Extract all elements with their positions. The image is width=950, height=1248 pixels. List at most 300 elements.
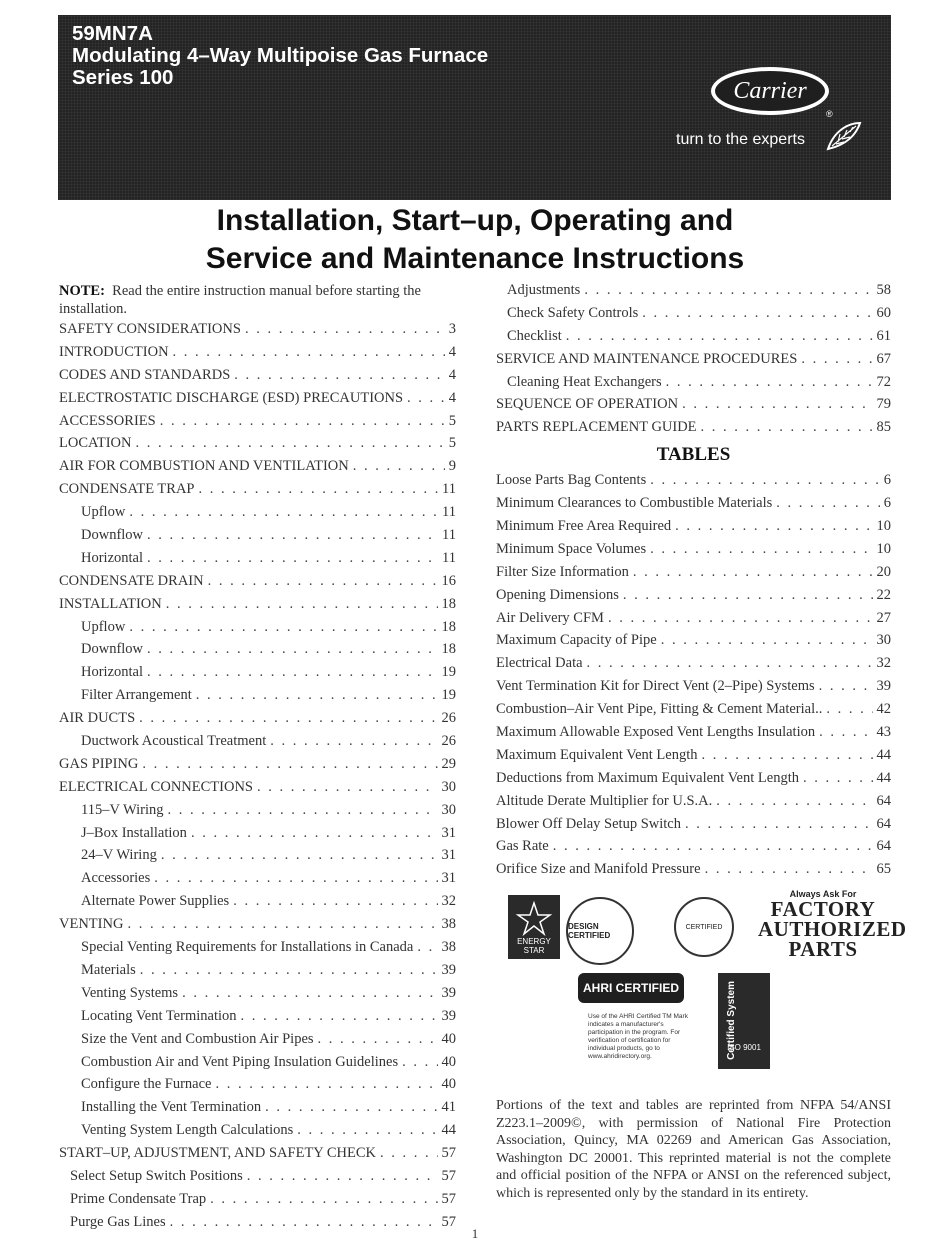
dot-leader <box>417 939 437 956</box>
table-entry-page: 42 <box>876 701 891 718</box>
toc-entry-page: 39 <box>441 961 456 978</box>
table-entry-page: 64 <box>876 815 891 832</box>
table-entry-page: 22 <box>876 586 891 603</box>
table-entry-label: Maximum Capacity of Pipe <box>496 632 657 649</box>
toc-entry-row[interactable] <box>59 596 456 619</box>
toc-entry-page: 9 <box>448 458 456 475</box>
toc-entry-label: Adjustments <box>507 282 581 298</box>
table-entry-label: Loose Parts Bag Contents <box>496 472 647 489</box>
dot-leader <box>129 504 438 521</box>
table-entry-label: Electrical Data <box>496 655 583 672</box>
toc-entry-label: CONDENSATE TRAP <box>59 481 195 498</box>
energy-star-logo <box>508 895 560 959</box>
energy-star-label: ENERGY STAR <box>517 937 551 955</box>
table-entry-page: 6 <box>883 472 891 489</box>
tables-heading: TABLES <box>656 444 731 466</box>
toc-entry-label: Special Venting Requirements for Installations in Canada <box>81 939 414 956</box>
header-banner <box>58 15 891 200</box>
dot-leader <box>265 1099 437 1116</box>
toc-entry-page: 30 <box>441 778 456 795</box>
table-entry-label: Gas Rate <box>496 838 549 855</box>
toc-entry-label: PARTS REPLACEMENT GUIDE <box>496 419 697 436</box>
toc-entry-page: 4 <box>448 389 456 406</box>
dot-leader <box>140 962 438 979</box>
toc-entry-label: Alternate Power Supplies <box>81 893 230 910</box>
parts-text: PARTS <box>788 937 858 961</box>
table-entry-label: Minimum Free Area Required <box>496 518 672 535</box>
toc-entry-label: ELECTRICAL CONNECTIONS <box>59 778 253 795</box>
dot-leader <box>608 610 873 627</box>
toc-entry-page: 57 <box>441 1167 456 1184</box>
table-entry-label: Deductions from Maximum Equivalent Vent Length <box>496 769 799 786</box>
toc-entry-label: ACCESSORIES <box>59 412 156 429</box>
toc-entry-row[interactable] <box>59 870 456 893</box>
toc-entry-page: 79 <box>876 396 891 413</box>
toc-entry-page: 67 <box>876 350 891 367</box>
toc-entry-row[interactable] <box>496 282 891 305</box>
note-label: NOTE: <box>59 283 105 299</box>
dot-leader <box>234 367 444 384</box>
toc-entry-row[interactable] <box>496 396 891 419</box>
toc-entry-row[interactable] <box>59 779 456 802</box>
toc-entry-label: Purge Gas Lines <box>70 1213 166 1230</box>
toc-entry-page: 19 <box>441 687 456 704</box>
title-line-1: Installation, Start–up, Operating and <box>216 204 734 237</box>
toc-entry-label: Locating Vent Termination <box>81 1007 237 1024</box>
dot-leader <box>147 641 437 658</box>
always-ask-text: Always Ask For <box>789 889 857 899</box>
registered-mark: ® <box>826 109 833 119</box>
table-entry-page: 65 <box>876 861 891 878</box>
dot-leader <box>147 550 438 567</box>
dot-leader <box>803 770 873 787</box>
factory-text: FACTORY <box>770 897 876 921</box>
dot-leader <box>685 816 873 833</box>
dot-leader <box>826 701 872 718</box>
csa-certified-seal <box>674 897 734 957</box>
table-entry-row[interactable] <box>496 816 891 839</box>
toc-entry-page: 26 <box>441 733 456 750</box>
copyright-footnote: Portions of the text and tables are reprinted from NFPA 54/ANSI Z223.1–2009©, with permission of National Fire Protection Association, Quincy, MA 02269 and American Gas Association, Washington DC 20001. This reprinted material is not the complete and official position of the NFPA or ANSI on the referenced subject, which is represented only by the standard in its entirety. <box>496 1098 891 1201</box>
toc-entry-page: 31 <box>441 824 456 841</box>
dot-leader <box>705 861 873 878</box>
dot-leader <box>353 458 445 475</box>
series-name: Series 100 <box>72 66 174 89</box>
dot-leader <box>247 1168 438 1185</box>
toc-entry-label: Accessories <box>81 870 151 887</box>
table-entry-label: Opening Dimensions <box>496 586 619 603</box>
toc-entry-label: Materials <box>81 961 136 978</box>
dot-leader <box>182 985 437 1002</box>
table-entry-row[interactable] <box>496 632 891 655</box>
toc-entry-page: 61 <box>876 327 891 344</box>
toc-entry-row[interactable] <box>59 939 456 962</box>
toc-entry-page: 11 <box>442 549 456 566</box>
dot-leader <box>147 527 438 544</box>
toc-entry-row[interactable] <box>59 573 456 596</box>
table-entry-row[interactable] <box>496 747 891 770</box>
toc-entry-row[interactable] <box>59 504 456 527</box>
toc-entry-page: 57 <box>441 1213 456 1230</box>
table-entry-label: Altitude Derate Multiplier for U.S.A. <box>496 792 713 809</box>
dot-leader <box>166 596 438 613</box>
toc-entry-page: 11 <box>442 481 456 498</box>
toc-entry-row[interactable] <box>59 321 456 344</box>
table-entry-row[interactable] <box>496 495 891 518</box>
ahri-certified-logo <box>578 973 684 1003</box>
carrier-logo <box>676 67 861 155</box>
dot-leader <box>666 374 873 391</box>
dot-leader <box>139 710 437 727</box>
dot-leader <box>566 328 873 345</box>
table-entry-page: 32 <box>876 655 891 672</box>
dot-leader <box>270 733 437 750</box>
toc-entry-row[interactable] <box>496 305 891 328</box>
toc-entry-label: 115–V Wiring <box>81 801 164 818</box>
table-entry-page: 10 <box>876 540 891 557</box>
toc-entry-page: 18 <box>441 595 456 612</box>
toc-entry-page: 19 <box>441 664 456 681</box>
toc-entry-label: Configure the Furnace <box>81 1076 212 1093</box>
title-line-2: Service and Maintenance Instructions <box>205 242 745 275</box>
toc-entry-row[interactable] <box>59 710 456 733</box>
dot-leader <box>675 518 872 535</box>
page-title <box>0 202 950 278</box>
dot-leader <box>587 655 873 672</box>
table-entry-label: Maximum Allowable Exposed Vent Lengths Insulation <box>496 724 816 741</box>
table-entry-page: 44 <box>876 769 891 786</box>
note-paragraph <box>59 282 456 318</box>
toc-entry-label: AIR DUCTS <box>59 710 136 727</box>
toc-entry-label: CONDENSATE DRAIN <box>59 572 204 589</box>
table-entry-page: 10 <box>876 518 891 535</box>
table-entry-page: 39 <box>876 678 891 695</box>
toc-entry-label: Downflow <box>81 641 144 658</box>
toc-entry-row[interactable] <box>59 1054 456 1077</box>
toc-entry-label: Cleaning Heat Exchangers <box>507 373 662 390</box>
toc-entry-row[interactable] <box>496 351 891 374</box>
dot-leader <box>702 747 873 764</box>
dot-leader <box>147 664 437 681</box>
dot-leader <box>633 564 873 581</box>
toc-right-column <box>496 282 891 884</box>
dot-leader <box>801 351 872 368</box>
toc-entry-page: 72 <box>876 373 891 390</box>
toc-entry-page: 57 <box>441 1190 456 1207</box>
dot-leader <box>233 893 437 910</box>
toc-entry-row[interactable] <box>59 893 456 916</box>
dot-leader <box>402 1054 437 1071</box>
toc-entry-row[interactable] <box>59 802 456 825</box>
toc-entry-page: 16 <box>441 572 456 589</box>
toc-entry-row[interactable] <box>496 419 891 442</box>
note-text: Read the entire instruction manual before starting the installation. <box>59 283 421 317</box>
toc-entry-row[interactable] <box>59 458 456 481</box>
iso-label: ISO 9001 <box>727 1043 761 1052</box>
toc-entry-row[interactable] <box>59 733 456 756</box>
toc-entry-row[interactable] <box>59 527 456 550</box>
toc-entry-row[interactable] <box>59 664 456 687</box>
table-entry-label: Maximum Equivalent Vent Length <box>496 746 698 763</box>
table-entry-page: 20 <box>876 563 891 580</box>
toc-entry-page: 32 <box>441 893 456 910</box>
toc-entry-page: 11 <box>442 527 456 544</box>
toc-entry-row[interactable] <box>496 374 891 397</box>
dot-leader <box>208 573 438 590</box>
toc-entry-row[interactable] <box>59 390 456 413</box>
table-entry-label: Filter Size Information <box>496 563 629 580</box>
toc-right-list <box>496 282 891 442</box>
toc-entry-label: Installing the Vent Termination <box>81 1099 262 1116</box>
toc-entry-row[interactable] <box>59 825 456 848</box>
dot-leader <box>173 344 445 361</box>
toc-entry-label: Combustion Air and Vent Piping Insulation Guidelines <box>81 1053 399 1070</box>
table-entry-row[interactable] <box>496 861 891 884</box>
dot-leader <box>553 838 873 855</box>
toc-entry-page: 40 <box>441 1030 456 1047</box>
ahri-description: Use of the AHRI Certified TM Mark indicates a manufacturer's participation in the program. For verification of certification for individual products, go to www.ahridirectory.org. <box>588 1013 688 1060</box>
factory-authorized-parts-logo <box>758 889 907 961</box>
toc-entry-row[interactable] <box>59 550 456 573</box>
dot-leader <box>650 472 880 489</box>
toc-entry-page: 60 <box>876 304 891 321</box>
toc-entry-label: Horizontal <box>81 664 144 681</box>
dot-leader <box>584 282 872 299</box>
energy-star-icon <box>508 895 560 941</box>
toc-entry-row[interactable] <box>59 1099 456 1122</box>
table-entry-row[interactable] <box>496 655 891 678</box>
toc-left-list <box>59 321 456 1237</box>
table-entry-label: Minimum Space Volumes <box>496 540 647 557</box>
toc-entry-label: CODES AND STANDARDS <box>59 366 231 383</box>
table-entry-row[interactable] <box>496 838 891 861</box>
toc-entry-row[interactable] <box>59 1122 456 1145</box>
cert-seal-label: CERTIFIED <box>685 923 723 931</box>
toc-entry-page: 4 <box>448 366 456 383</box>
toc-entry-row[interactable] <box>59 962 456 985</box>
table-entry-label: Orifice Size and Manifold Pressure <box>496 861 701 878</box>
toc-entry-row[interactable] <box>59 619 456 642</box>
toc-entry-row[interactable] <box>59 687 456 710</box>
toc-entry-page: 40 <box>441 1076 456 1093</box>
toc-entry-label: Horizontal <box>81 549 144 566</box>
toc-entry-page: 44 <box>441 1122 456 1139</box>
table-entry-row[interactable] <box>496 793 891 816</box>
banner-text <box>72 23 488 89</box>
design-certified-seal <box>566 897 634 965</box>
toc-entry-label: Upflow <box>81 504 126 521</box>
toc-entry-page: 58 <box>876 282 891 298</box>
product-name: Modulating 4–Way Multipoise Gas Furnace <box>72 44 489 67</box>
toc-entry-row[interactable] <box>59 344 456 367</box>
table-entry-page: 27 <box>876 609 891 626</box>
dot-leader <box>819 678 873 695</box>
dot-leader <box>257 779 438 796</box>
dot-leader <box>129 619 437 636</box>
toc-entry-row[interactable] <box>59 367 456 390</box>
tables-list <box>496 472 891 884</box>
toc-entry-label: Filter Arrangement <box>81 687 192 704</box>
toc-entry-label: SAFETY CONSIDERATIONS <box>59 321 241 337</box>
table-entry-row[interactable] <box>496 472 891 495</box>
dot-leader <box>407 390 445 407</box>
leaf-icon <box>826 121 862 151</box>
toc-entry-page: 18 <box>441 618 456 635</box>
toc-entry-label: Downflow <box>81 527 144 544</box>
table-entry-page: 44 <box>876 746 891 763</box>
toc-entry-label: Checklist <box>507 327 562 344</box>
dot-leader <box>136 435 445 452</box>
toc-entry-row[interactable] <box>59 756 456 779</box>
authorized-text: AUTHORIZED <box>758 917 907 941</box>
dot-leader <box>154 870 437 887</box>
toc-entry-row[interactable] <box>496 328 891 351</box>
table-entry-label: Air Delivery CFM <box>496 609 604 626</box>
iso-certified-logo <box>718 973 770 1069</box>
toc-entry-label: INTRODUCTION <box>59 343 169 360</box>
toc-entry-label: INSTALLATION <box>59 595 162 612</box>
toc-entry-page: 4 <box>448 343 456 360</box>
toc-entry-row[interactable] <box>59 1031 456 1054</box>
toc-entry-label: Ductwork Acoustical Treatment <box>81 733 267 750</box>
table-entry-row[interactable] <box>496 564 891 587</box>
table-entry-row[interactable] <box>496 610 891 633</box>
toc-entry-page: 39 <box>441 1007 456 1024</box>
dot-leader <box>127 916 437 933</box>
toc-entry-row[interactable] <box>59 1168 456 1191</box>
dot-leader <box>642 305 872 322</box>
table-entry-row[interactable] <box>496 770 891 793</box>
dot-leader <box>819 724 872 741</box>
toc-entry-label: Size the Vent and Combustion Air Pipes <box>81 1030 314 1047</box>
toc-entry-label: Venting System Length Calculations <box>81 1122 294 1139</box>
design-seal-label: DESIGN CERTIFIED <box>568 922 611 940</box>
toc-entry-label: Prime Condensate Trap <box>70 1190 207 1207</box>
dot-leader <box>210 1191 437 1208</box>
dot-leader <box>318 1031 438 1048</box>
toc-entry-row[interactable] <box>59 413 456 436</box>
toc-entry-page: 40 <box>441 1053 456 1070</box>
table-entry-page: 64 <box>876 792 891 809</box>
toc-entry-page: 3 <box>448 321 456 337</box>
iso-vertical-label: Certified System <box>726 981 737 1060</box>
table-entry-page: 64 <box>876 838 891 855</box>
toc-entry-label: 24–V Wiring <box>81 847 157 864</box>
toc-entry-row[interactable] <box>59 1008 456 1031</box>
page-number: 1 <box>471 1226 479 1241</box>
toc-entry-label: Venting Systems <box>81 984 179 1001</box>
toc-entry-row[interactable] <box>59 1145 456 1168</box>
toc-left-column <box>59 282 456 1237</box>
table-entry-row[interactable] <box>496 541 891 564</box>
dot-leader <box>191 825 438 842</box>
table-entry-page: 30 <box>876 632 891 649</box>
ahri-label: AHRI CERTIFIED <box>583 981 679 995</box>
toc-entry-page: 38 <box>441 916 456 933</box>
toc-entry-row[interactable] <box>59 435 456 458</box>
dot-leader <box>161 847 438 864</box>
toc-entry-page: 5 <box>448 412 456 429</box>
toc-entry-row[interactable] <box>59 916 456 939</box>
toc-entry-label: VENTING <box>59 916 124 933</box>
dot-leader <box>168 802 438 819</box>
toc-entry-page: 5 <box>448 435 456 452</box>
toc-entry-row[interactable] <box>59 847 456 870</box>
dot-leader <box>682 396 872 413</box>
toc-entry-page: 57 <box>441 1145 456 1162</box>
toc-entry-label: START–UP, ADJUSTMENT, AND SAFETY CHECK <box>59 1145 377 1162</box>
dot-leader <box>716 793 872 810</box>
toc-entry-page: 31 <box>441 870 456 887</box>
dot-leader <box>160 413 445 430</box>
toc-entry-label: Upflow <box>81 618 126 635</box>
dot-leader <box>623 587 873 604</box>
dot-leader <box>661 632 873 649</box>
table-entry-page: 43 <box>876 724 891 741</box>
toc-entry-row[interactable] <box>59 985 456 1008</box>
toc-entry-page: 31 <box>441 847 456 864</box>
dot-leader <box>198 481 438 498</box>
toc-entry-page: 18 <box>441 641 456 658</box>
toc-entry-label: AIR FOR COMBUSTION AND VENTILATION <box>59 458 349 475</box>
dot-leader <box>142 756 437 773</box>
toc-entry-label: LOCATION <box>59 435 132 452</box>
table-entry-row[interactable] <box>496 701 891 724</box>
dot-leader <box>215 1076 437 1093</box>
brand-tagline: turn to the experts <box>676 131 805 148</box>
table-entry-label: Vent Termination Kit for Direct Vent (2–Pipe) Systems <box>496 678 815 695</box>
toc-entry-row[interactable] <box>59 641 456 664</box>
toc-entry-page: 85 <box>876 419 891 436</box>
table-entry-row[interactable] <box>496 587 891 610</box>
toc-entry-label: ELECTROSTATIC DISCHARGE (ESD) PRECAUTIONS <box>59 389 404 406</box>
table-entry-row[interactable] <box>496 724 891 747</box>
brand-name: Carrier <box>711 67 829 115</box>
table-entry-label: Minimum Clearances to Combustible Materials <box>496 495 773 512</box>
table-entry-row[interactable] <box>496 518 891 541</box>
toc-entry-row[interactable] <box>59 481 456 504</box>
toc-entry-label: Select Setup Switch Positions <box>70 1167 243 1184</box>
toc-entry-page: 38 <box>441 939 456 956</box>
toc-entry-page: 39 <box>441 984 456 1001</box>
dot-leader <box>245 321 445 338</box>
dot-leader <box>380 1145 437 1162</box>
toc-entry-label: SERVICE AND MAINTENANCE PROCEDURES <box>496 350 798 367</box>
dot-leader <box>196 687 438 704</box>
toc-entry-page: 11 <box>442 504 456 521</box>
toc-entry-label: Check Safety Controls <box>507 304 639 321</box>
toc-entry-page: 41 <box>441 1099 456 1116</box>
table-entry-row[interactable] <box>496 678 891 701</box>
toc-entry-row[interactable] <box>59 1191 456 1214</box>
model-number: 59MN7A <box>72 22 153 45</box>
table-entry-label: Blower Off Delay Setup Switch <box>496 815 681 832</box>
toc-entry-label: J–Box Installation <box>81 824 187 841</box>
toc-entry-row[interactable] <box>59 1076 456 1099</box>
toc-entry-page: 30 <box>441 801 456 818</box>
toc-entry-label: GAS PIPING <box>59 755 139 772</box>
dot-leader <box>650 541 872 558</box>
certification-logos <box>496 887 907 1097</box>
table-entry-label: Combustion–Air Vent Pipe, Fitting & Cement Material.. <box>496 701 823 718</box>
table-entry-page: 6 <box>883 495 891 512</box>
dot-leader <box>241 1008 438 1025</box>
dot-leader <box>297 1122 437 1139</box>
dot-leader <box>776 495 879 512</box>
toc-entry-page: 26 <box>441 710 456 727</box>
dot-leader <box>701 419 873 436</box>
toc-entry-page: 29 <box>441 755 456 772</box>
